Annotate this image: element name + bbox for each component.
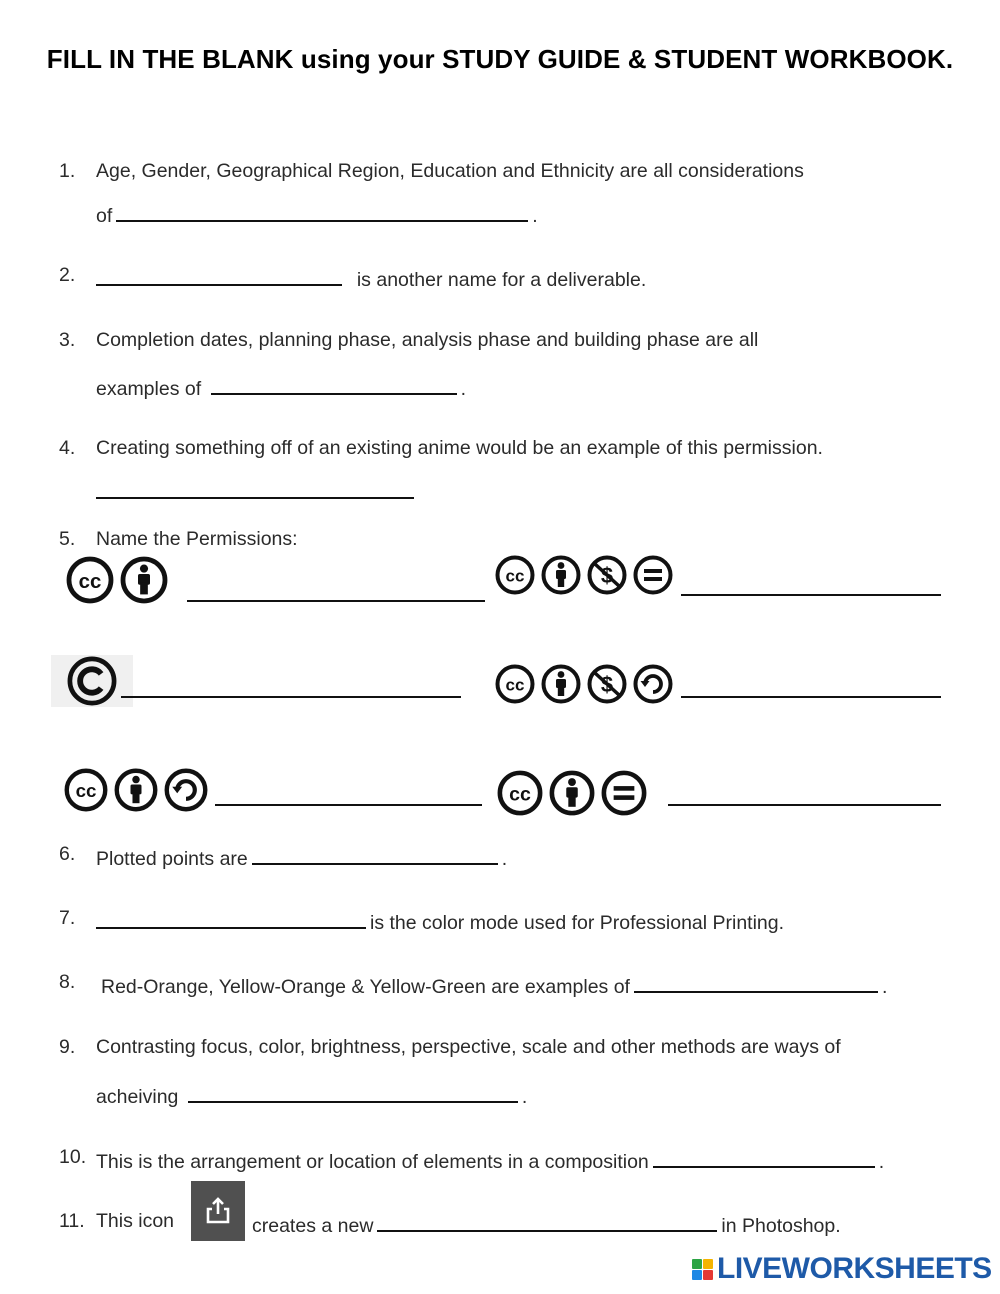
question-7-text: is the color mode used for Professional Printing. [370, 912, 785, 934]
license-group-cc-by-sa [64, 768, 208, 812]
question-number: 1. [59, 160, 76, 182]
question-number: 6. [59, 843, 76, 865]
license-group-cc-by-nd [497, 770, 647, 816]
license-group-cc-by [66, 556, 168, 604]
question-number: 5. [59, 528, 76, 550]
share-export-icon [191, 1181, 245, 1241]
question-number: 3. [59, 329, 76, 351]
answer-blank-5f[interactable] [668, 802, 941, 806]
question-number: 7. [59, 907, 76, 929]
question-9-prefix: acheiving [96, 1086, 179, 1108]
question-2-line [96, 264, 646, 292]
question-number: 10. [59, 1146, 87, 1168]
answer-blank-5c[interactable] [121, 694, 461, 698]
liveworksheets-logo[interactable] [692, 1252, 992, 1286]
question-8-suffix: . [881, 976, 888, 998]
answer-blank-4[interactable] [96, 495, 414, 499]
question-number: 2. [59, 264, 76, 286]
question-1-suffix: . [532, 205, 538, 227]
license-group-cc-by-nc-nd [495, 555, 673, 595]
noderivatives-icon [633, 555, 673, 595]
cc-icon [497, 770, 543, 816]
question-8-text: Red-Orange, Yellow-Orange & Yellow-Green are examples of [101, 976, 630, 998]
question-10-text: This is the arrangement or location of elements in a composition [96, 1151, 649, 1173]
sharealike-icon [164, 768, 208, 812]
question-number: 11. [59, 1210, 85, 1232]
question-11-text: creates a new [252, 1215, 374, 1237]
question-3-prefix: examples of [96, 378, 202, 400]
attribution-icon [549, 770, 595, 816]
question-11-prefix: This icon [96, 1210, 175, 1232]
cc-icon [495, 555, 535, 595]
noncommercial-icon [587, 555, 627, 595]
question-11-line [252, 1210, 841, 1238]
question-7-line [96, 907, 784, 935]
question-11-suffix: in Photoshop. [721, 1215, 841, 1237]
attribution-icon [541, 664, 581, 704]
answer-blank-6[interactable] [252, 843, 498, 865]
answer-blank-5a[interactable] [187, 598, 485, 602]
answer-blank-7[interactable] [96, 907, 366, 929]
question-number: 9. [59, 1036, 76, 1058]
question-number: 4. [59, 437, 76, 459]
cc-icon [495, 664, 535, 704]
question-1-line2 [96, 200, 538, 228]
question-6-line [96, 843, 507, 871]
answer-blank-10[interactable] [653, 1146, 875, 1168]
answer-blank-1[interactable] [116, 200, 528, 222]
question-3-line2 [96, 373, 466, 401]
noncommercial-icon [587, 664, 627, 704]
question-number: 8. [59, 971, 76, 993]
question-1-text: Age, Gender, Geographical Region, Education and Ethnicity are all considerations [96, 160, 804, 182]
noderivatives-icon [601, 770, 647, 816]
question-8-line [101, 971, 887, 999]
copyright-icon [66, 655, 118, 707]
license-group-cc-by-nc-sa [495, 664, 673, 704]
answer-blank-9[interactable] [188, 1081, 518, 1103]
question-3-suffix: . [460, 378, 466, 400]
question-9-suffix: . [521, 1086, 528, 1108]
answer-blank-5e[interactable] [215, 802, 482, 806]
answer-blank-5d[interactable] [681, 694, 941, 698]
question-5-text: Name the Permissions: [96, 528, 298, 550]
copyright-icon-box [51, 655, 133, 707]
answer-blank-3[interactable] [211, 373, 457, 395]
cc-icon [66, 556, 114, 604]
question-9-line2 [96, 1081, 527, 1109]
question-3-text: Completion dates, planning phase, analysis phase and building phase are all [96, 329, 759, 351]
liveworksheets-logo-icon [692, 1259, 713, 1280]
question-6-suffix: . [501, 848, 508, 870]
attribution-icon [114, 768, 158, 812]
question-10-suffix: . [878, 1151, 885, 1173]
liveworksheets-brand-text: LIVEWORKSHEETS [717, 1252, 992, 1285]
question-4-text: Creating something off of an existing anime would be an example of this permission. [96, 437, 823, 459]
question-9-text: Contrasting focus, color, brightness, perspective, scale and other methods are ways of [96, 1036, 841, 1058]
attribution-icon [120, 556, 168, 604]
question-1-prefix: of [96, 205, 113, 227]
answer-blank-8[interactable] [634, 971, 878, 993]
attribution-icon [541, 555, 581, 595]
answer-blank-5b[interactable] [681, 592, 941, 596]
cc-icon [64, 768, 108, 812]
question-6-text: Plotted points are [96, 848, 248, 870]
question-10-line [96, 1146, 884, 1174]
answer-blank-11[interactable] [377, 1210, 717, 1232]
answer-blank-2[interactable] [96, 264, 342, 286]
question-2-text: is another name for a deliverable. [356, 269, 647, 291]
sharealike-icon [633, 664, 673, 704]
page-title: FILL IN THE BLANK using your STUDY GUIDE & STUDENT WORKBOOK. [46, 44, 954, 74]
